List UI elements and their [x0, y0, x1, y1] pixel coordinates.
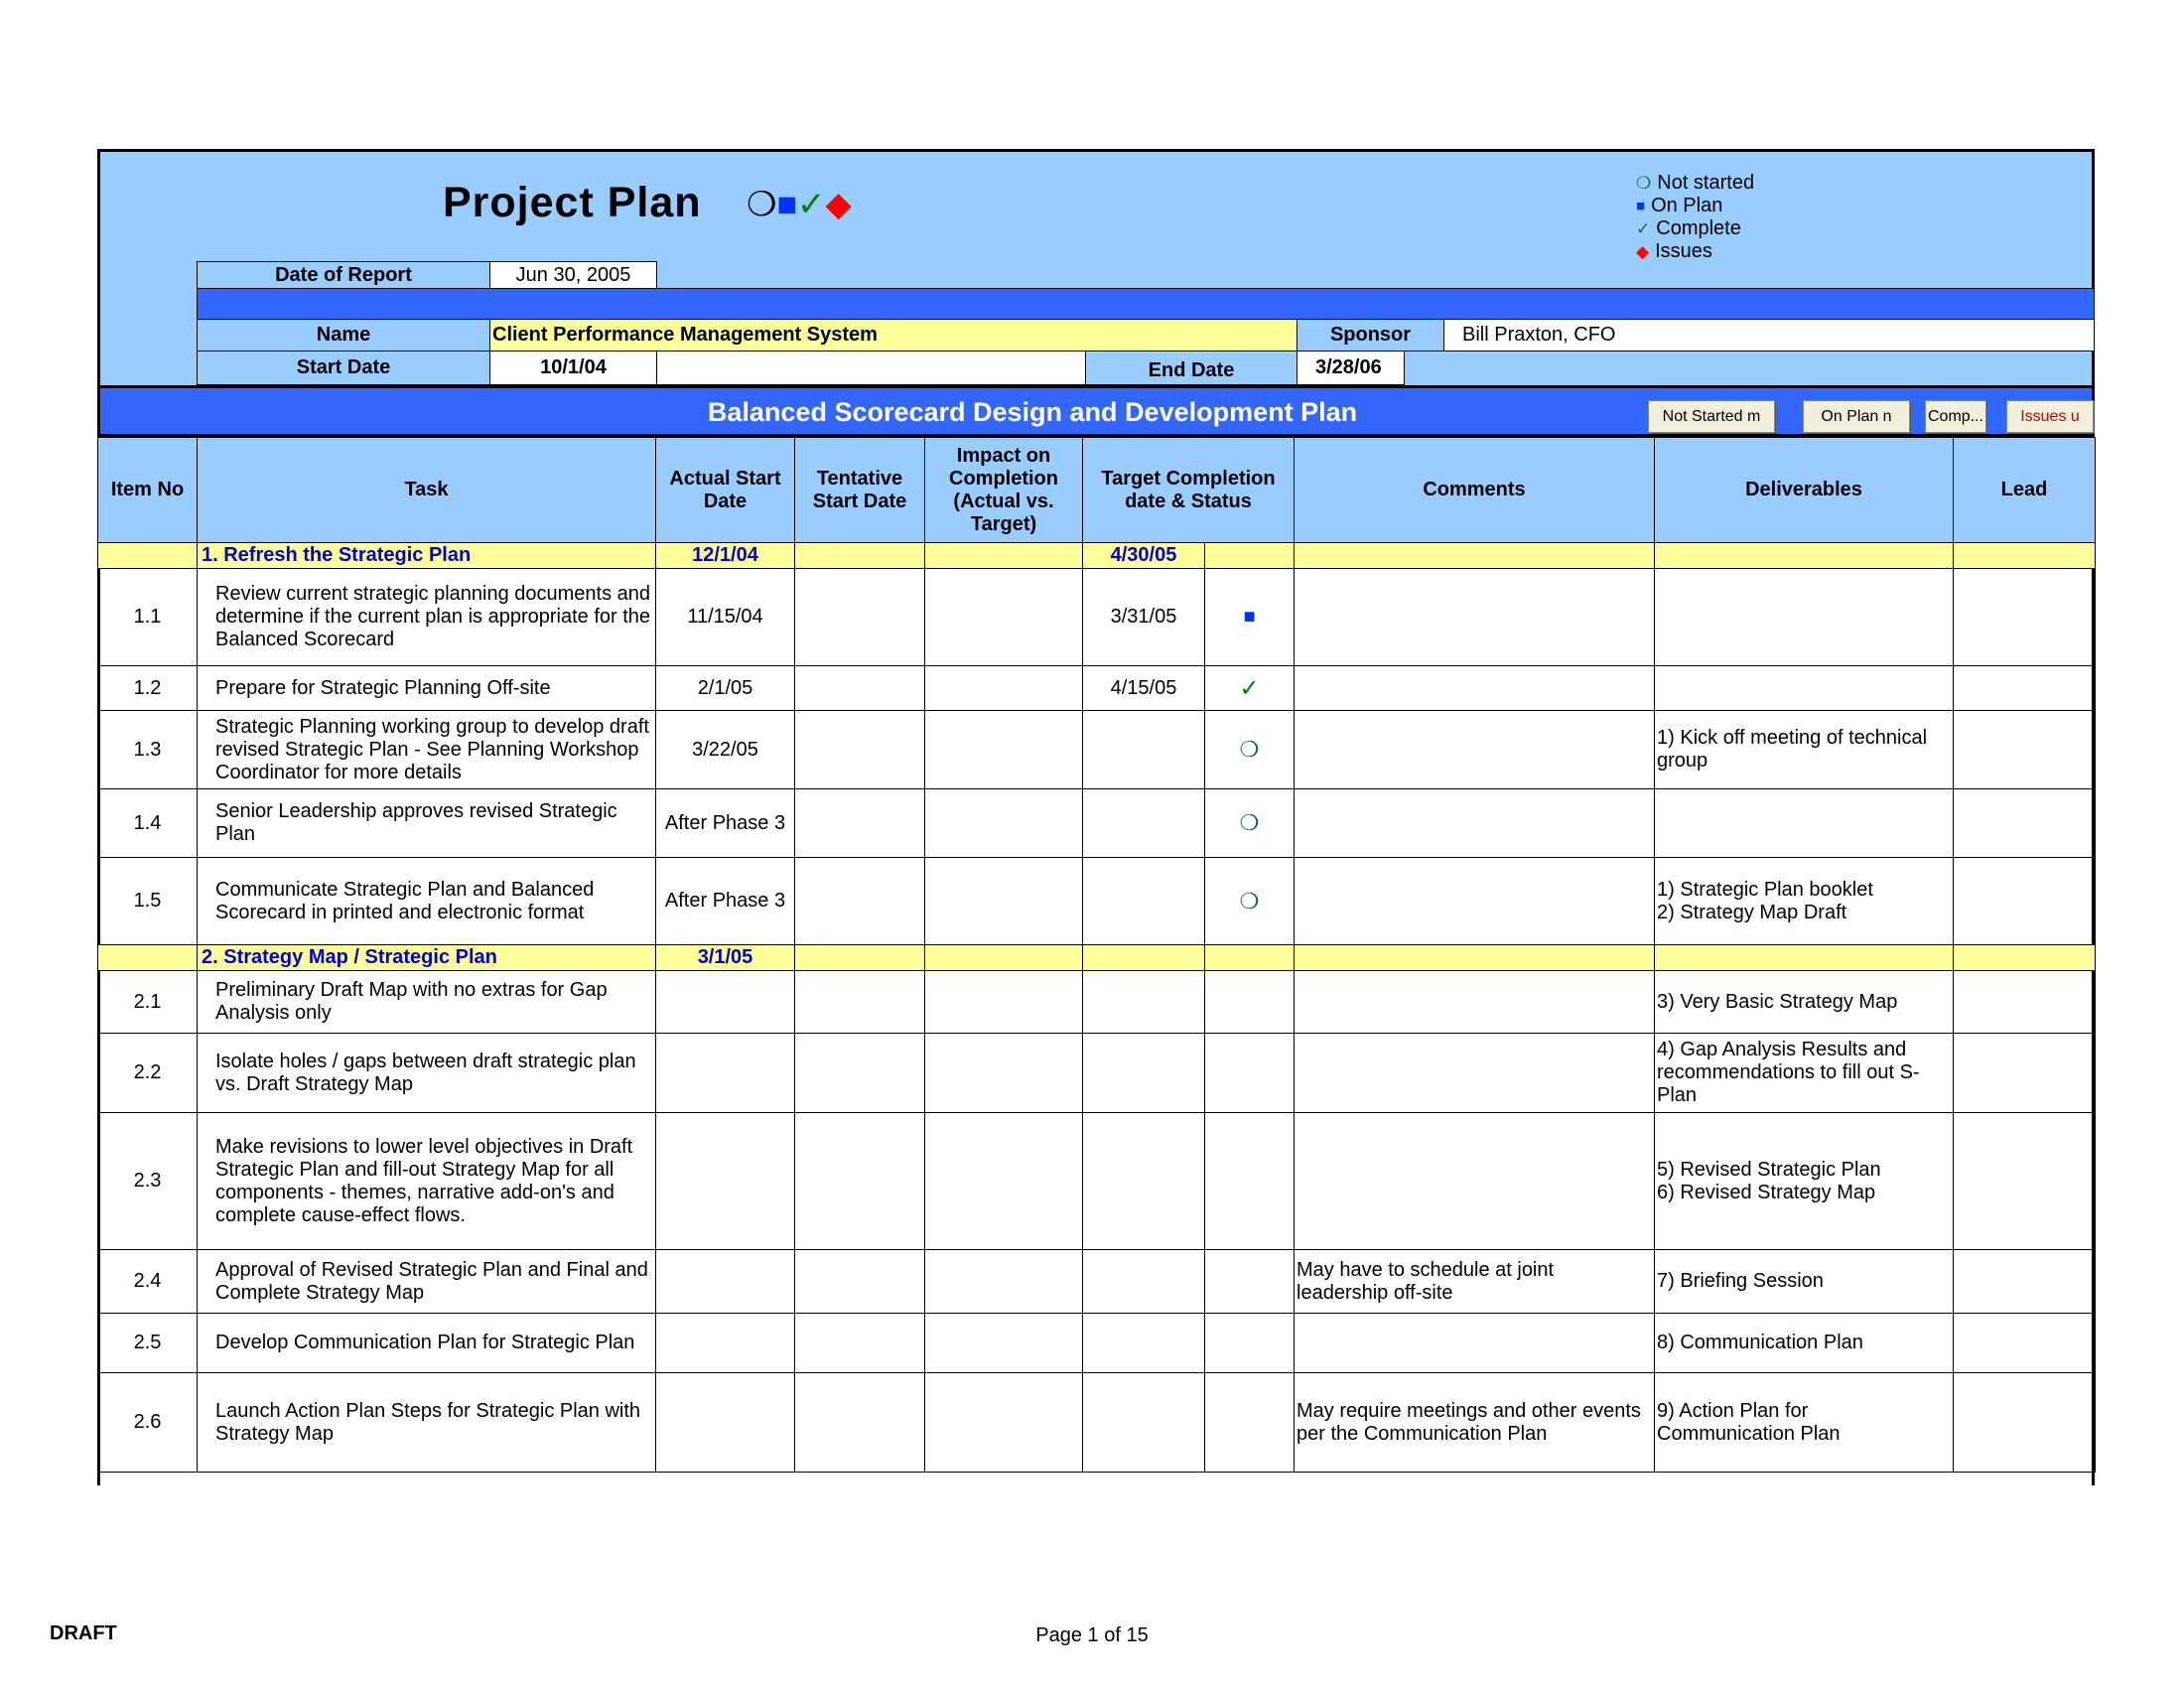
- impact-cell: [925, 1113, 1083, 1250]
- status-cell: [1205, 1373, 1295, 1473]
- task-cell: Make revisions to lower level objectives in Draft Strategic Plan and fill-out Strategy Map for all components - themes, narrative add-on's and complete cause-effect flows.: [198, 1113, 656, 1250]
- section-cell: [925, 543, 1083, 569]
- table-row[interactable]: [98, 711, 2096, 789]
- tentative-start-cell: [795, 1373, 925, 1473]
- section-cell: [1295, 543, 1655, 569]
- deliverables-cell: 4) Gap Analysis Results and recommendations to fill out S-Plan: [1655, 1034, 1954, 1113]
- section-target-date: [1083, 945, 1205, 971]
- column-header-item-no: Item No: [98, 438, 198, 543]
- legend-label: Complete: [1656, 217, 1741, 239]
- check-icon: ✓: [1239, 674, 1260, 702]
- diamond-icon: ◆: [825, 186, 852, 223]
- legend-item-complete: [1636, 217, 1754, 240]
- name-label: Name: [197, 319, 490, 352]
- column-header-actual-start: Actual Start Date: [656, 438, 795, 543]
- actual-start-cell: After Phase 3: [656, 858, 795, 945]
- sponsor-field[interactable]: Bill Praxton, CFO: [1443, 319, 2095, 352]
- table-row[interactable]: [98, 971, 2096, 1034]
- lead-cell: [1954, 569, 2096, 666]
- section-start-date: 12/1/04: [656, 543, 795, 569]
- comments-cell: [1295, 569, 1655, 666]
- status-legend: [1636, 172, 1754, 263]
- status-cell: [1205, 858, 1295, 945]
- table-row[interactable]: [98, 1113, 2096, 1250]
- name-field[interactable]: Client Performance Management System: [489, 319, 1297, 352]
- item-number: 2.5: [98, 1314, 198, 1373]
- table-row[interactable]: [98, 1373, 2096, 1473]
- tentative-start-cell: [795, 1113, 925, 1250]
- table-header-row: [98, 438, 2096, 543]
- section-cell: [1954, 543, 2096, 569]
- status-cell: [1205, 971, 1295, 1034]
- item-number: 2.2: [98, 1034, 198, 1113]
- actual-start-cell: [656, 1113, 795, 1250]
- legend-label: Issues: [1655, 240, 1712, 262]
- target-date-cell: 3/31/05: [1083, 569, 1205, 666]
- blank-field: [656, 351, 1086, 385]
- square-icon: ■: [776, 186, 798, 223]
- deliverables-cell: 8) Communication Plan: [1655, 1314, 1954, 1373]
- actual-start-cell: 3/22/05: [656, 711, 795, 789]
- column-header-comments: Comments: [1295, 438, 1655, 543]
- page-title: Project Plan: [443, 179, 702, 226]
- task-cell: Prepare for Strategic Planning Off-site: [198, 666, 656, 711]
- status-cell: [1205, 711, 1295, 789]
- actual-start-cell: 2/1/05: [656, 666, 795, 711]
- item-number: 2.1: [98, 971, 198, 1034]
- comments-cell: [1295, 858, 1655, 945]
- actual-start-cell: [656, 1250, 795, 1314]
- task-cell: Strategic Planning working group to develop draft revised Strategic Plan - See Planning Workshop Coordinator for more details: [198, 711, 656, 789]
- legend-label: Not started: [1657, 172, 1755, 194]
- comments-cell: [1295, 1034, 1655, 1113]
- actual-start-cell: [656, 971, 795, 1034]
- status-cell: [1205, 1113, 1295, 1250]
- task-cell: Approval of Revised Strategic Plan and Final and Complete Strategy Map: [198, 1250, 656, 1314]
- comments-cell: [1295, 711, 1655, 789]
- status-cell: [1205, 666, 1295, 711]
- impact-cell: [925, 1314, 1083, 1373]
- target-date-cell: [1083, 1250, 1205, 1314]
- impact-cell: [925, 711, 1083, 789]
- table-row[interactable]: [98, 789, 2096, 858]
- section-cell: [1295, 945, 1655, 971]
- item-number: 2.6: [98, 1373, 198, 1473]
- section-cell: [795, 543, 925, 569]
- comments-cell: [1295, 789, 1655, 858]
- item-number: 1.1: [98, 569, 198, 666]
- column-header-tentative-start: Tentative Start Date: [795, 438, 925, 543]
- target-date-cell: [1083, 858, 1205, 945]
- target-date-cell: [1083, 971, 1205, 1034]
- target-date-cell: [1083, 1373, 1205, 1473]
- target-date-cell: [1083, 1034, 1205, 1113]
- circle-icon: ❍: [1239, 888, 1260, 914]
- section-cell: [1655, 945, 1954, 971]
- legend-item-not-started: [1636, 172, 1754, 195]
- task-cell: Launch Action Plan Steps for Strategic Plan with Strategy Map: [198, 1373, 656, 1473]
- deliverables-cell: [1655, 789, 1954, 858]
- deliverables-cell: 9) Action Plan for Communication Plan: [1655, 1373, 1954, 1473]
- item-number: 1.2: [98, 666, 198, 711]
- actual-start-cell: [656, 1373, 795, 1473]
- check-icon: ✓: [1636, 219, 1651, 238]
- section-cell: [98, 945, 198, 971]
- column-header-task: Task: [198, 438, 656, 543]
- deliverables-cell: 1) Strategic Plan booklet 2) Strategy Map Draft: [1655, 858, 1954, 945]
- tentative-start-cell: [795, 1034, 925, 1113]
- section-cell: [1954, 945, 2096, 971]
- lead-cell: [1954, 971, 2096, 1034]
- circle-icon: ❍: [1239, 737, 1260, 762]
- target-date-cell: [1083, 1314, 1205, 1373]
- lead-cell: [1954, 1373, 2096, 1473]
- column-header-impact: Impact on Completion (Actual vs. Target): [925, 438, 1083, 543]
- comments-cell: May require meetings and other events per the Communication Plan: [1295, 1373, 1655, 1473]
- start-date-label: Start Date: [197, 351, 490, 385]
- actual-start-cell: [656, 1034, 795, 1113]
- tentative-start-cell: [795, 1314, 925, 1373]
- actual-start-cell: [656, 1314, 795, 1373]
- complete-button[interactable]: Comp...: [1925, 400, 1986, 433]
- table-row[interactable]: [98, 1034, 2096, 1113]
- section-cell: [795, 945, 925, 971]
- section-title: 2. Strategy Map / Strategic Plan: [198, 945, 656, 971]
- item-number: 1.4: [98, 789, 198, 858]
- task-cell: Review current strategic planning documents and determine if the current plan is appropriate for the Balanced Scorecard: [198, 569, 656, 666]
- end-date-label: End Date: [1085, 351, 1297, 385]
- deliverables-cell: 5) Revised Strategic Plan 6) Revised Strategy Map: [1655, 1113, 1954, 1250]
- status-cell: [1205, 569, 1295, 666]
- table-row[interactable]: [98, 1250, 2096, 1314]
- impact-cell: [925, 858, 1083, 945]
- section-row: [98, 543, 2096, 569]
- lead-cell: [1954, 711, 2096, 789]
- actual-start-cell: 11/15/04: [656, 569, 795, 666]
- task-table: [97, 437, 2096, 1473]
- column-header-target: Target Completion date & Status: [1083, 438, 1295, 543]
- status-cell: [1205, 789, 1295, 858]
- target-date-cell: [1083, 1113, 1205, 1250]
- task-cell: Develop Communication Plan for Strategic Plan: [198, 1314, 656, 1373]
- circle-icon: ❍: [747, 186, 777, 223]
- tentative-start-cell: [795, 858, 925, 945]
- comments-cell: [1295, 666, 1655, 711]
- tentative-start-cell: [795, 666, 925, 711]
- table-row[interactable]: [98, 569, 2096, 666]
- circle-icon: ❍: [1239, 810, 1260, 835]
- impact-cell: [925, 1373, 1083, 1473]
- square-icon: ■: [1636, 198, 1646, 214]
- header-divider-band: [197, 288, 2095, 320]
- tentative-start-cell: [795, 789, 925, 858]
- tentative-start-cell: [795, 711, 925, 789]
- status-cell: [1205, 1034, 1295, 1113]
- status-cell: [1205, 1314, 1295, 1373]
- actual-start-cell: After Phase 3: [656, 789, 795, 858]
- section-cell: [1205, 945, 1295, 971]
- comments-cell: [1295, 971, 1655, 1034]
- item-number: 1.5: [98, 858, 198, 945]
- target-date-cell: [1083, 711, 1205, 789]
- column-header-deliverables: Deliverables: [1655, 438, 1954, 543]
- impact-cell: [925, 971, 1083, 1034]
- column-header-lead: Lead: [1954, 438, 2096, 543]
- deliverables-cell: 1) Kick off meeting of technical group: [1655, 711, 1954, 789]
- draft-label: DRAFT: [50, 1622, 117, 1644]
- comments-cell: [1295, 1113, 1655, 1250]
- lead-cell: [1954, 1034, 2096, 1113]
- status-cell: [1205, 1250, 1295, 1314]
- circle-icon: ❍: [1636, 174, 1652, 193]
- target-date-cell: [1083, 789, 1205, 858]
- start-date-field[interactable]: 10/1/04: [489, 351, 657, 385]
- impact-cell: [925, 1034, 1083, 1113]
- tentative-start-cell: [795, 971, 925, 1034]
- section-start-date: 3/1/05: [656, 945, 795, 971]
- table-row[interactable]: [98, 666, 2096, 711]
- lead-cell: [1954, 1250, 2096, 1314]
- lead-cell: [1954, 858, 2096, 945]
- end-date-field[interactable]: 3/28/06: [1297, 351, 1405, 385]
- impact-cell: [925, 1250, 1083, 1314]
- section-cell: [925, 945, 1083, 971]
- deliverables-cell: 3) Very Basic Strategy Map: [1655, 971, 1954, 1034]
- task-cell: Isolate holes / gaps between draft strategic plan vs. Draft Strategy Map: [198, 1034, 656, 1113]
- item-number: 1.3: [98, 711, 198, 789]
- page-number: Page 1 of 15: [1035, 1624, 1149, 1646]
- plan-title: Balanced Scorecard Design and Development Plan: [707, 397, 1358, 427]
- status-icons: [747, 185, 852, 224]
- tentative-start-cell: [795, 1250, 925, 1314]
- section-cell: [1205, 543, 1295, 569]
- impact-cell: [925, 569, 1083, 666]
- legend-item-on-plan: [1636, 195, 1754, 217]
- deliverables-cell: [1655, 666, 1954, 711]
- sponsor-label: Sponsor: [1297, 319, 1444, 352]
- check-icon: ✓: [797, 186, 826, 223]
- section-title: 1. Refresh the Strategic Plan: [198, 543, 656, 569]
- lead-cell: [1954, 666, 2096, 711]
- task-cell: Senior Leadership approves revised Strategic Plan: [198, 789, 656, 858]
- table-row[interactable]: [98, 1314, 2096, 1373]
- not-started-button[interactable]: Not Started m: [1648, 400, 1775, 433]
- section-cell: [1655, 543, 1954, 569]
- lead-cell: [1954, 1314, 2096, 1373]
- tentative-start-cell: [795, 569, 925, 666]
- task-cell: Communicate Strategic Plan and Balanced Scorecard in printed and electronic format: [198, 858, 656, 945]
- legend-item-issues: [1636, 240, 1754, 263]
- impact-cell: [925, 666, 1083, 711]
- deliverables-cell: 7) Briefing Session: [1655, 1250, 1954, 1314]
- task-cell: Preliminary Draft Map with no extras for Gap Analysis only: [198, 971, 656, 1034]
- lead-cell: [1954, 789, 2096, 858]
- impact-cell: [925, 789, 1083, 858]
- issues-button[interactable]: Issues u: [2006, 400, 2094, 433]
- table-row[interactable]: [98, 858, 2096, 945]
- target-date-cell: 4/15/05: [1083, 666, 1205, 711]
- comments-cell: [1295, 1314, 1655, 1373]
- square-icon: ■: [1243, 606, 1256, 628]
- date-of-report-field[interactable]: Jun 30, 2005: [489, 261, 657, 289]
- diamond-icon: ◆: [1636, 242, 1650, 261]
- lead-cell: [1954, 1113, 2096, 1250]
- on-plan-button[interactable]: On Plan n: [1803, 400, 1910, 433]
- legend-label: On Plan: [1651, 195, 1723, 216]
- deliverables-cell: [1655, 569, 1954, 666]
- item-number: 2.4: [98, 1250, 198, 1314]
- section-target-date: 4/30/05: [1083, 543, 1205, 569]
- date-of-report-label: Date of Report: [197, 261, 490, 289]
- section-row: [98, 945, 2096, 971]
- item-number: 2.3: [98, 1113, 198, 1250]
- comments-cell: May have to schedule at joint leadership off-site: [1295, 1250, 1655, 1314]
- section-cell: [98, 543, 198, 569]
